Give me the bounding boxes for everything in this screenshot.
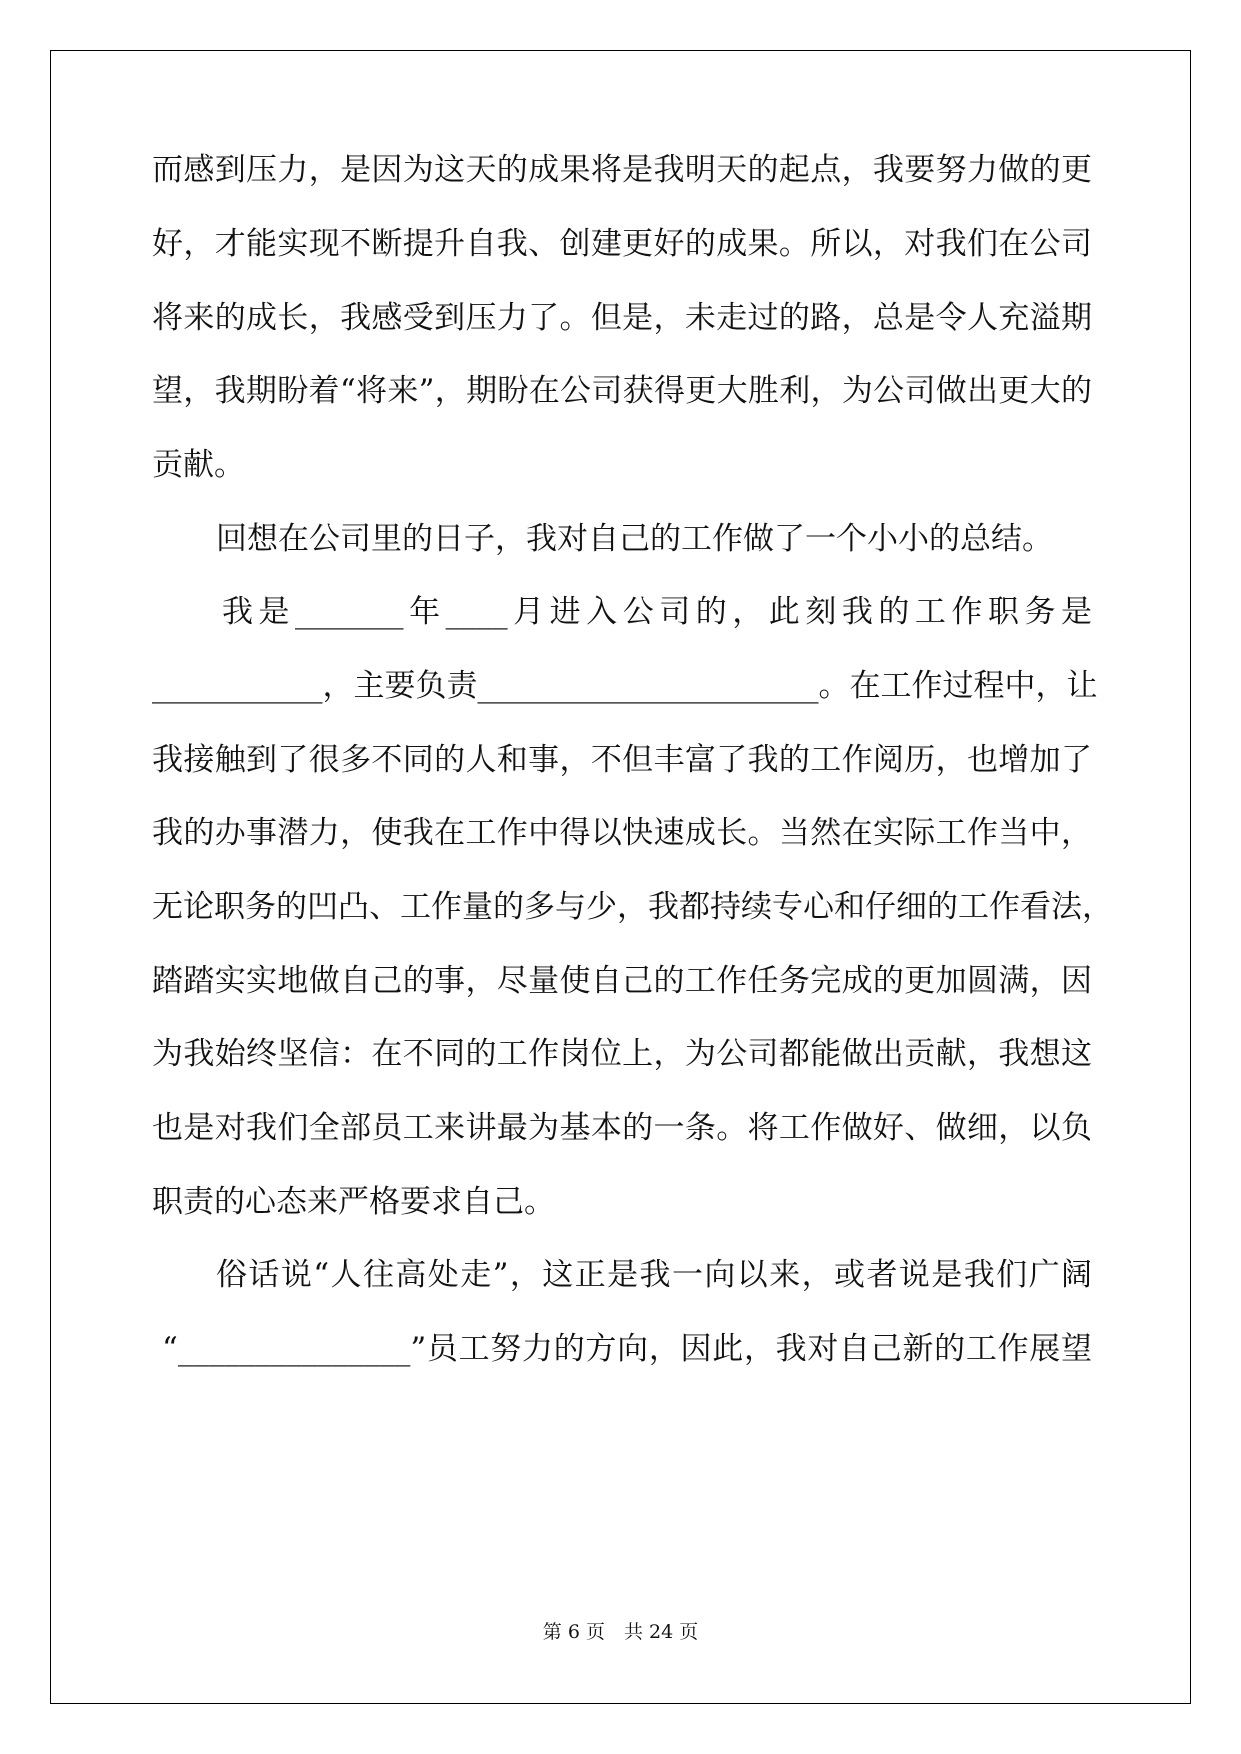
body-text-line: 职责的心态来严格要求自己。	[152, 1184, 555, 1220]
body-text-line: 望，我期盼着“将来”，期盼在公司获得更大胜利，为公司做出更大的	[152, 373, 1092, 409]
body-text-line: 我是_______年____月进入公司的，此刻我的工作职务是	[222, 594, 1092, 630]
body-text-line: 我的办事潜力，使我在工作中得以快速成长。当然在实际工作当中，	[152, 815, 1092, 851]
body-text-line: 贡献。	[152, 447, 245, 483]
body-text-line: 我接触到了很多不同的人和事，不但丰富了我的工作阅历，也增加了	[152, 742, 1092, 778]
body-text-line: ___________，主要负责______________________。在工作过程中，让	[152, 668, 1098, 704]
body-text-line: 而感到压力，是因为这天的成果将是我明天的起点，我要努力做的更	[152, 152, 1092, 188]
body-text-line: 回想在公司里的日子，我对自己的工作做了一个小小的总结。	[216, 521, 1053, 557]
body-text-line: 无论职务的凹凸、工作量的多与少，我都持续专心和仔细的工作看法，	[152, 889, 1113, 925]
body-text-line: 将来的成长，我感受到压力了。但是，未走过的路，总是令人充溢期	[152, 300, 1092, 336]
body-text-line: “_______________”员工努力的方向，因此，我对自己新的工作展望	[162, 1331, 1092, 1367]
body-text-line: 好，才能实现不断提升自我、创建更好的成果。所以，对我们在公司	[152, 226, 1092, 262]
body-text-line: 也是对我们全部员工来讲最为基本的一条。将工作做好、做细，以负	[152, 1110, 1092, 1146]
body-text-line: 踏踏实实地做自己的事，尽量使自己的工作任务完成的更加圆满，因	[152, 963, 1092, 999]
body-text-line: 俗话说“人往高处走”，这正是我一向以来，或者说是我们广阔	[216, 1257, 1092, 1293]
page-number-footer: 第 6 页 共 24 页	[542, 1621, 699, 1643]
body-text-line: 为我始终坚信：在不同的工作岗位上，为公司都能做出贡献，我想这	[152, 1036, 1092, 1072]
